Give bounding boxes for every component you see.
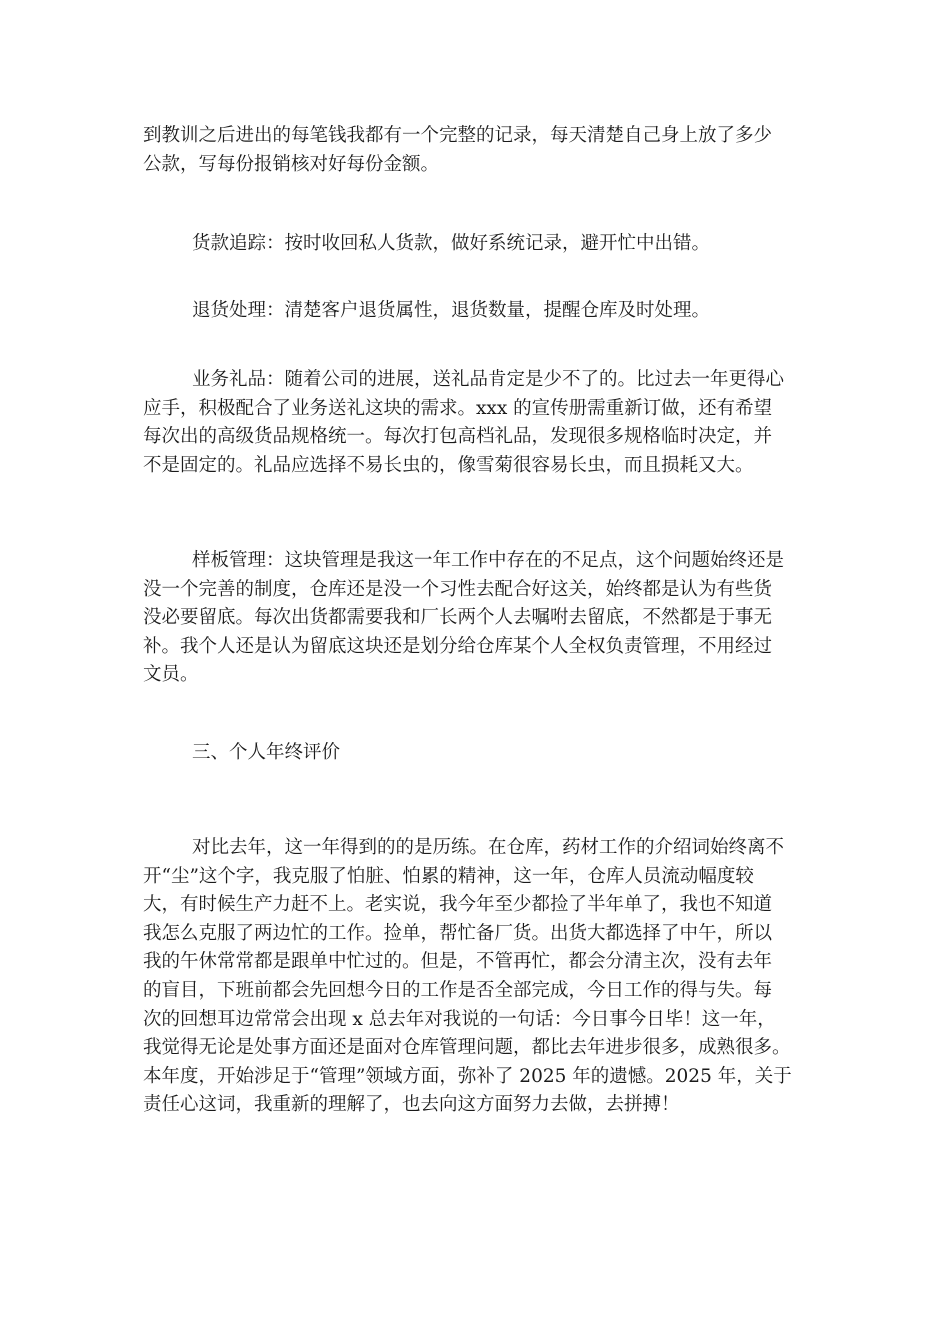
text-line: 我怎么克服了两边忙的工作。捡单，帮忙备厂货。出货大都选择了中午，所以 [143, 922, 773, 944]
text-line: 开“尘”这个字，我克服了怕脏、怕累的精神，这一年，仓库人员流动幅度较 [143, 865, 754, 887]
text-line: 大，有时候生产力赶不上。老实说，我今年至少都捡了半年单了，我也不知道 [143, 894, 773, 916]
text-line: 每次出的高级货品规格统一。每次打包高档礼品，发现很多规格临时决定，并 [143, 426, 773, 448]
paragraph-business-gifts [143, 366, 808, 480]
text-line: 没一个完善的制度，仓库还是没一个习性去配合好这关，始终都是认为有些货 [143, 578, 773, 600]
text-line: 应手，积极配合了业务送礼这块的需求。xxx 的宣传册需重新订做，还有希望 [143, 397, 773, 419]
paragraph-sample-management [143, 547, 808, 690]
text-line: 没必要留底。每次出货都需要我和厂长两个人去嘱咐去留底，不然都是于事无 [143, 607, 773, 629]
text-line: 不是固定的。礼品应选择不易长虫的，像雪菊很容易长虫，而且损耗又大。 [143, 454, 754, 476]
text-line: 业务礼品：随着公司的进展，送礼品肯定是少不了的。比过去一年更得心 [192, 369, 785, 390]
paragraph-year-review [143, 834, 808, 1120]
text-line: 退货处理：清楚客户退货属性，退货数量，提醒仓库及时处理。 [192, 300, 711, 321]
text-line: 补。我个人还是认为留底这块还是划分给仓库某个人全权负责管理，不用经过 [143, 635, 773, 657]
paragraph-payment-tracking [143, 230, 808, 259]
section-heading: 三、个人年终评价 [192, 742, 341, 763]
text-line: 样板管理：这块管理是我这一年工作中存在的不足点，这个问题始终还是 [192, 550, 785, 571]
text-line: 的盲目，下班前都会先回想今日的工作是否全部完成，今日工作的得与失。每 [143, 979, 773, 1001]
paragraph-returns-handling [143, 297, 808, 326]
paragraph-expense-records [143, 122, 808, 179]
text-line: 我觉得无论是处事方面还是面对仓库管理问题，都比去年进步很多，成熟很多。 [143, 1037, 791, 1059]
section-heading-personal-evaluation [143, 739, 808, 768]
text-line: 对比去年，这一年得到的的是历练。在仓库，药材工作的介绍词始终离不 [192, 837, 785, 858]
text-line: 文员。 [143, 664, 199, 686]
text-line: 次的回想耳边常常会出现 x 总去年对我说的一句话：今日事今日毕！这一年， [143, 1008, 776, 1030]
text-line: 责任心这词，我重新的理解了，也去向这方面努力去做，去拼搏！ [143, 1094, 680, 1116]
text-line: 公款，写每份报销核对好每份金额。 [143, 153, 440, 175]
text-line: 货款追踪：按时收回私人货款，做好系统记录，避开忙中出错。 [192, 233, 711, 254]
text-line: 本年度，开始涉足于“管理”领域方面，弥补了 2025 年的遗憾。2025 年，关于 [143, 1065, 792, 1087]
text-line: 到教训之后进出的每笔钱我都有一个完整的记录，每天清楚自己身上放了多少 [143, 125, 773, 146]
text-line: 我的午休常常都是跟单中忙过的。但是，不管再忙，都会分清主次，没有去年 [143, 951, 773, 973]
